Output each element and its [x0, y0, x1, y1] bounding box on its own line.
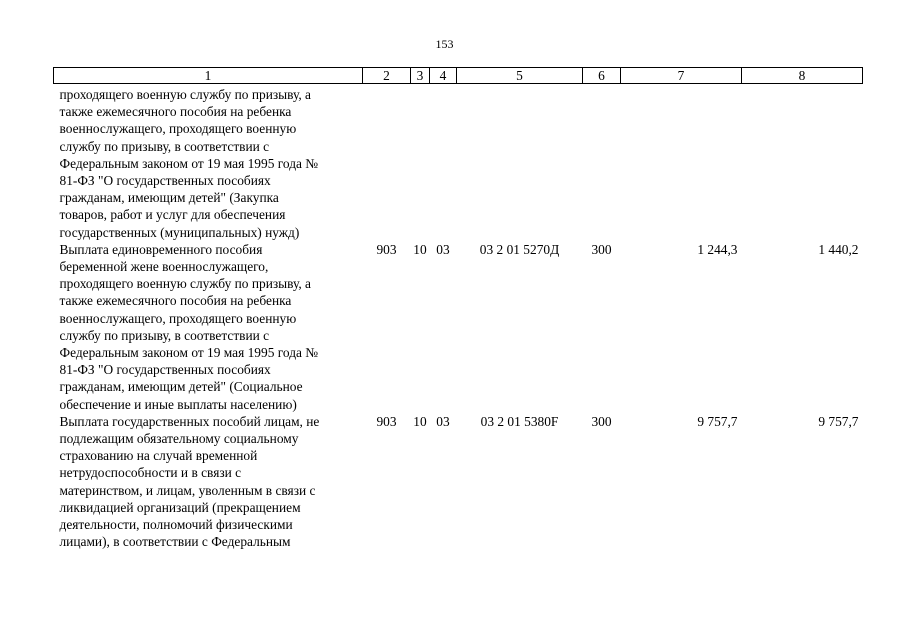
amount-year1-cell: 1 244,3: [697, 241, 738, 257]
description-line: 81-ФЗ "О государственных пособиях: [59, 362, 271, 378]
amount-year2-cell: [742, 84, 863, 241]
amount-year2-cell: 1 440,2: [818, 241, 859, 257]
table-header-row: [54, 68, 863, 84]
expense-type-cell: [583, 84, 621, 241]
column-header-8: 8: [742, 68, 863, 84]
expense-type-cell: 300: [591, 413, 612, 429]
subsection-cell: 03: [436, 241, 450, 257]
section-cell: 10: [413, 413, 427, 429]
description-line: нетрудоспособности и в связи с: [59, 465, 242, 481]
description-line: гражданам, имеющим детей" (Социальное: [59, 379, 303, 395]
column-header-5: 5: [457, 68, 583, 84]
description-line: военнослужащего, проходящего военную: [59, 310, 297, 326]
description-line: товаров, работ и услуг для обеспечения: [59, 207, 286, 223]
target-article-cell: 03 2 01 5380F: [480, 413, 559, 429]
table-row: [54, 241, 863, 413]
description-line: службу по призыву, в соответствии с: [59, 327, 270, 343]
description-line: проходящего военную службу по призыву, а: [59, 276, 312, 292]
description-line: лицами), в соответствии с Федеральным: [59, 534, 291, 550]
description-line: страхованию на случай временной: [59, 448, 258, 464]
table-row: [54, 84, 863, 241]
description-line: обеспечение и иные выплаты населению): [59, 396, 297, 412]
description-line: Выплата единовременного пособия: [59, 241, 263, 257]
description-line: гражданам, имеющим детей" (Закупка: [59, 190, 279, 206]
description-line: проходящего военную службу по призыву, а: [59, 87, 312, 102]
amount-year2-cell: 9 757,7: [818, 413, 859, 429]
row-description: [54, 84, 363, 241]
ministry-code-cell: 903: [376, 241, 397, 257]
column-header-7: 7: [621, 68, 742, 84]
section-cell: [411, 84, 430, 241]
ministry-code-cell: 903: [376, 413, 397, 429]
amount-year1-cell: [621, 84, 742, 241]
description-line: 81-ФЗ "О государственных пособиях: [59, 173, 271, 189]
ministry-code-cell: [363, 84, 411, 241]
row-description: [54, 413, 363, 551]
row-description: [54, 241, 363, 413]
section-cell: 10: [413, 241, 427, 257]
description-line: беременной жене военнослужащего,: [59, 259, 269, 275]
description-line: материнством, и лицам, уволенным в связи с: [59, 482, 316, 498]
amount-year1-cell: 9 757,7: [697, 413, 738, 429]
description-line: также ежемесячного пособия на ребенка: [59, 293, 292, 309]
description-line: службу по призыву, в соответствии с: [59, 138, 270, 154]
description-line: военнослужащего, проходящего военную: [59, 121, 297, 137]
description-line: ликвидацией организаций (прекращением: [59, 499, 301, 515]
table-row: [54, 413, 863, 551]
target-article-cell: 03 2 01 5270Д: [479, 241, 560, 257]
budget-table: [53, 67, 863, 550]
expense-type-cell: 300: [591, 241, 612, 257]
column-header-2: 2: [363, 68, 411, 84]
column-header-6: 6: [583, 68, 621, 84]
description-line: Выплата государственных пособий лицам, не: [59, 413, 320, 429]
column-header-4: 4: [430, 68, 457, 84]
description-line: государственных (муниципальных) нужд): [59, 224, 300, 240]
subsection-cell: 03: [436, 413, 450, 429]
description-line: также ежемесячного пособия на ребенка: [59, 104, 292, 120]
column-header-1: 1: [54, 68, 363, 84]
description-line: деятельности, полномочий физическими: [59, 517, 293, 533]
page-number: 153: [435, 37, 454, 51]
column-header-3: 3: [411, 68, 430, 84]
description-line: Федеральным законом от 19 мая 1995 года №: [59, 155, 319, 171]
description-line: подлежащим обязательному социальному: [59, 431, 299, 447]
description-line: Федеральным законом от 19 мая 1995 года №: [59, 345, 319, 361]
subsection-cell: [430, 84, 457, 241]
target-article-cell: [457, 84, 583, 241]
